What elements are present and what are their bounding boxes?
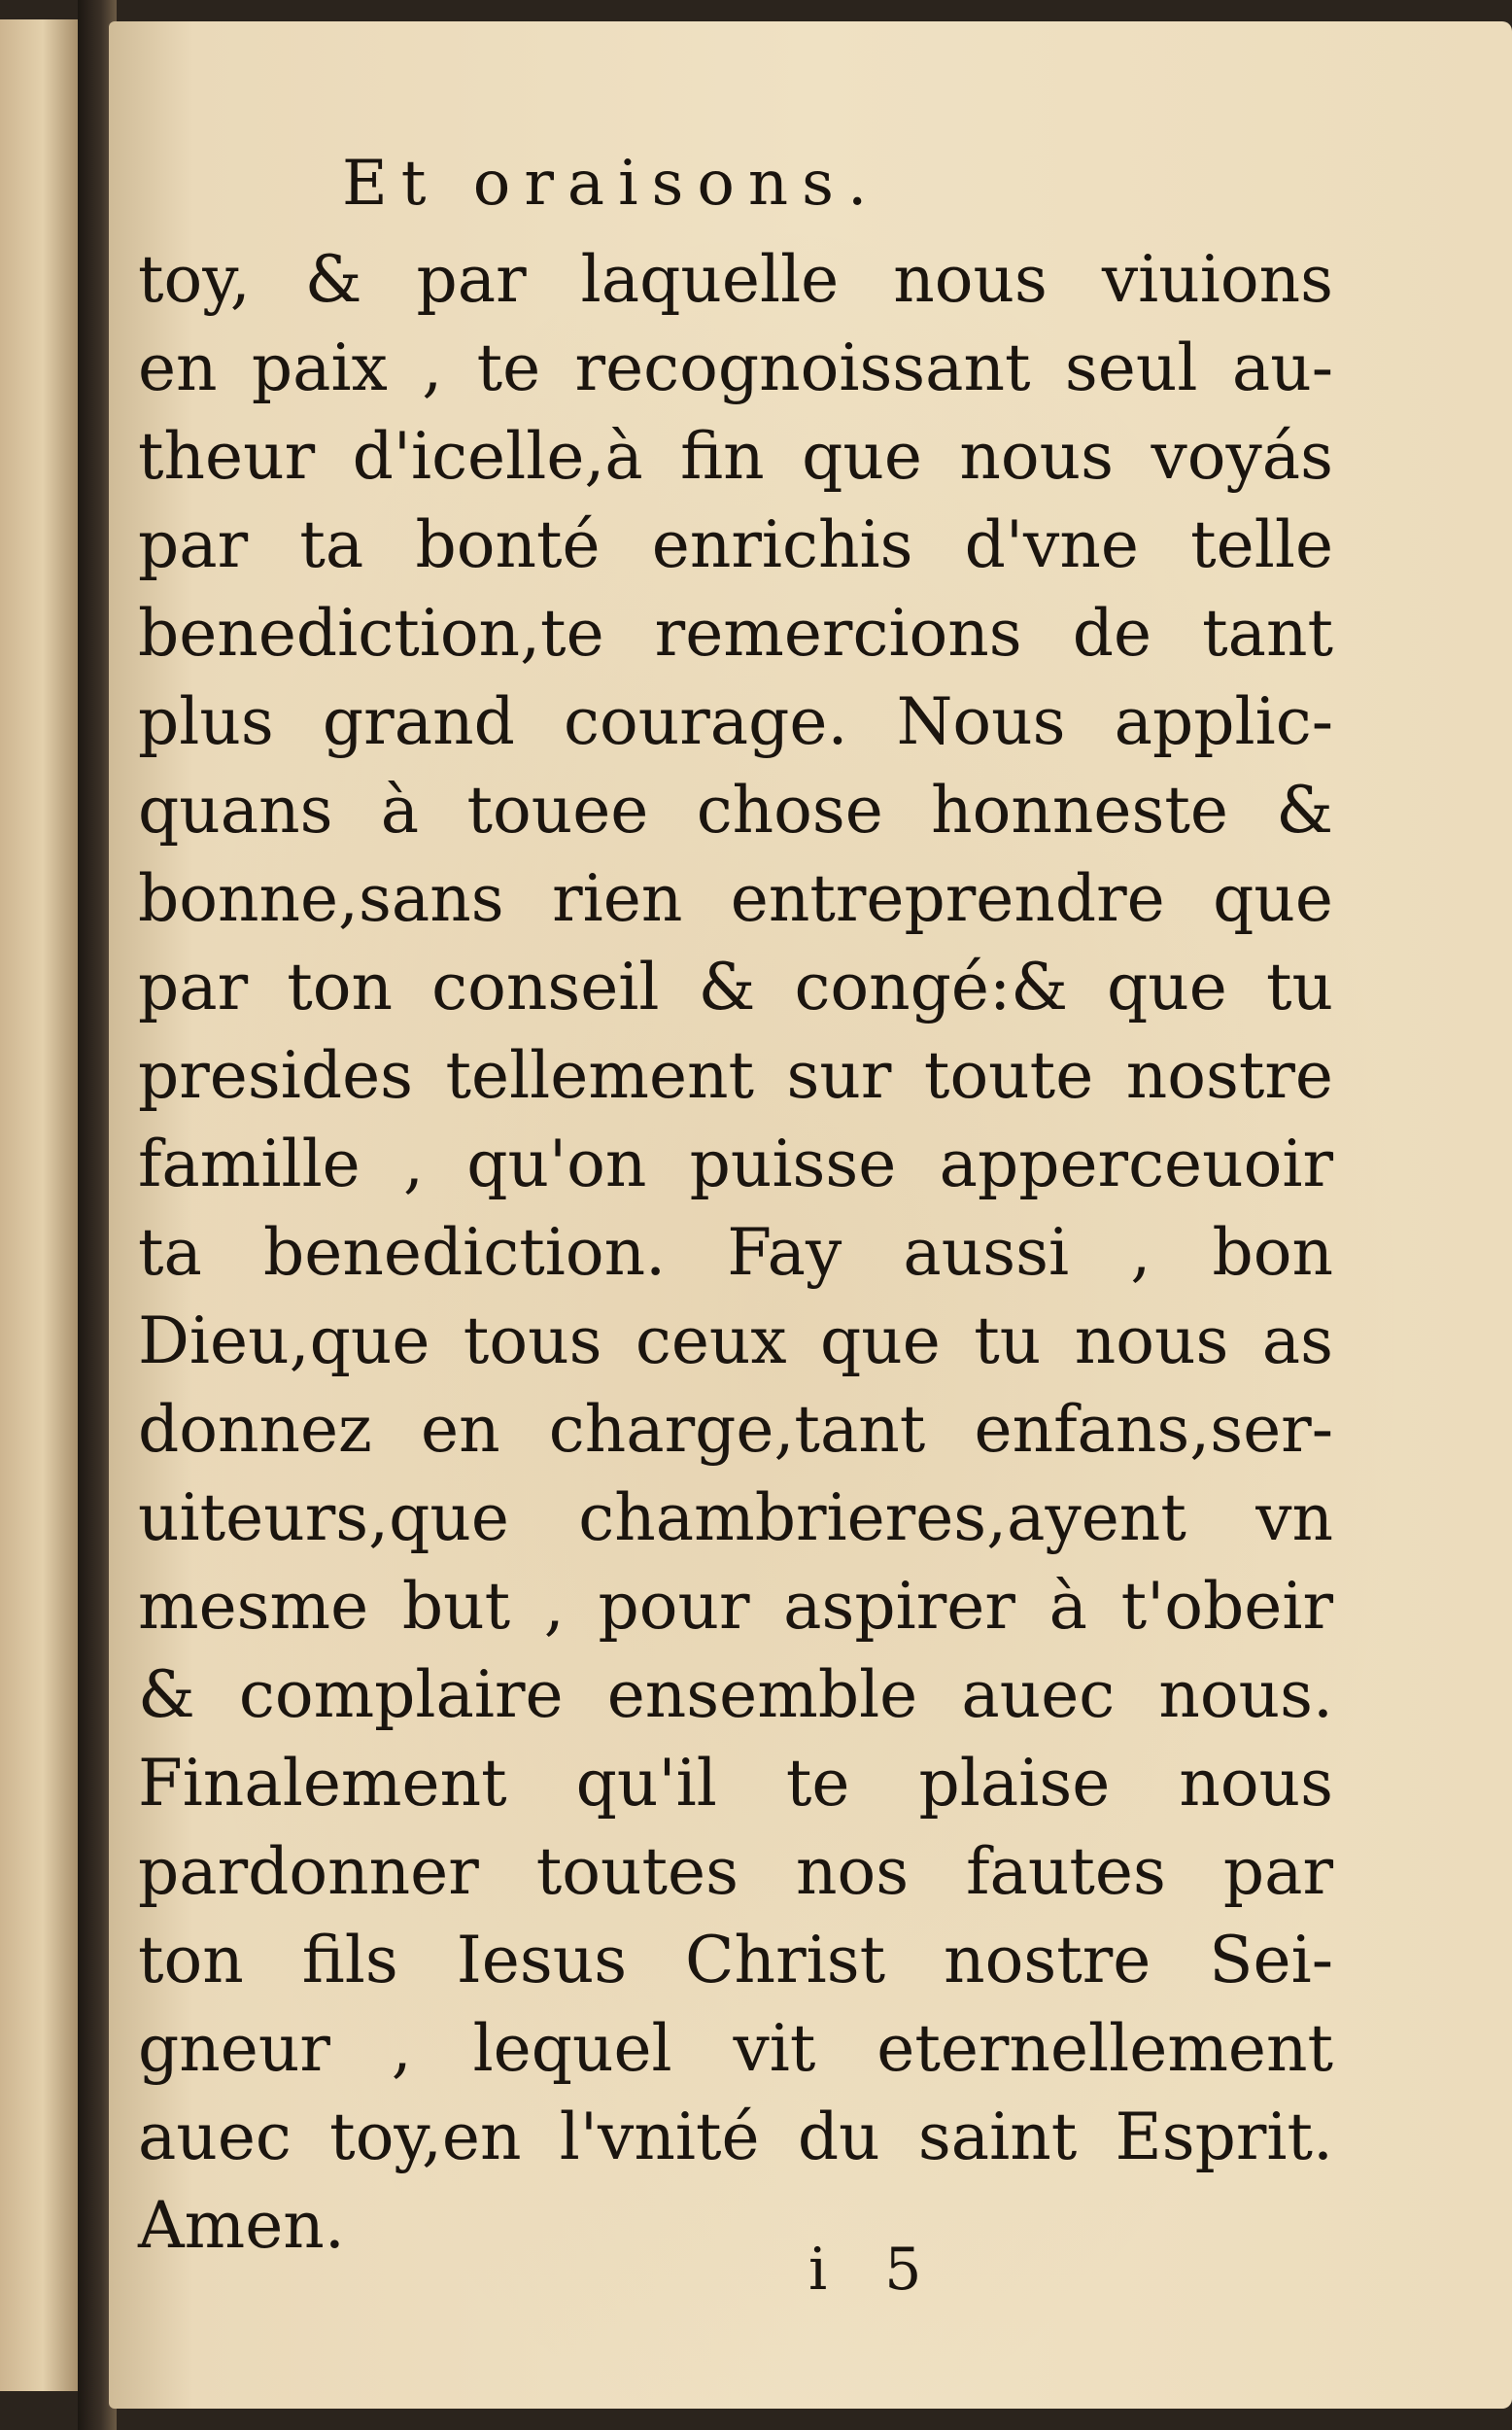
text-line: par ta bonté enrichis d'vne telle xyxy=(138,507,1333,582)
text-line: uiteurs,que chambrieres,ayent vn xyxy=(138,1480,1333,1555)
left-page-edge xyxy=(0,19,81,2391)
text-line: ta benediction. Fay aussi , bon xyxy=(138,1215,1333,1290)
signature-mark: i 5 xyxy=(808,2236,942,2304)
text-line: gneur , lequel vit eternellement xyxy=(138,2011,1333,2086)
text-line: theur d'icelle,à fin que nous voyás xyxy=(138,419,1333,494)
text-line: presides tellement sur toute nostre xyxy=(138,1038,1333,1113)
text-line: ton fils Iesus Christ nostre Sei- xyxy=(138,1923,1333,1997)
text-line: Finalement qu'il te plaise nous xyxy=(138,1746,1333,1821)
text-line: donnez en charge,tant enfans,ser- xyxy=(138,1392,1333,1467)
text-line: bonne,sans rien entreprendre que xyxy=(138,861,1333,936)
text-line: pardonner toutes nos fautes par xyxy=(138,1834,1333,1909)
text-line: & complaire ensemble auec nous. xyxy=(138,1657,1333,1732)
text-line: auec toy,en l'vnité du saint Esprit. xyxy=(138,2100,1333,2174)
text-line: plus grand courage. Nous applic- xyxy=(138,684,1333,759)
text-line: benediction,te remercions de tant xyxy=(138,596,1333,671)
text-line: en paix , te recognoissant seul au- xyxy=(138,330,1333,405)
text-line: Dieu,que tous ceux que tu nous as xyxy=(138,1303,1333,1378)
text-line: quans à touee chose honneste & xyxy=(138,773,1333,848)
text-line-final: Amen. xyxy=(138,2188,345,2263)
body-text xyxy=(138,235,1333,2270)
text-line: toy, & par laquelle nous viuions xyxy=(138,242,1333,317)
text-line: mesme but , pour aspirer à t'obeir xyxy=(138,1569,1333,1644)
text-line: par ton conseil & congé:& que tu xyxy=(138,950,1333,1024)
right-page xyxy=(109,21,1512,2409)
running-head: Et oraisons. xyxy=(342,148,881,220)
text-line: famille , qu'on puisse apperceuoir xyxy=(138,1127,1333,1201)
